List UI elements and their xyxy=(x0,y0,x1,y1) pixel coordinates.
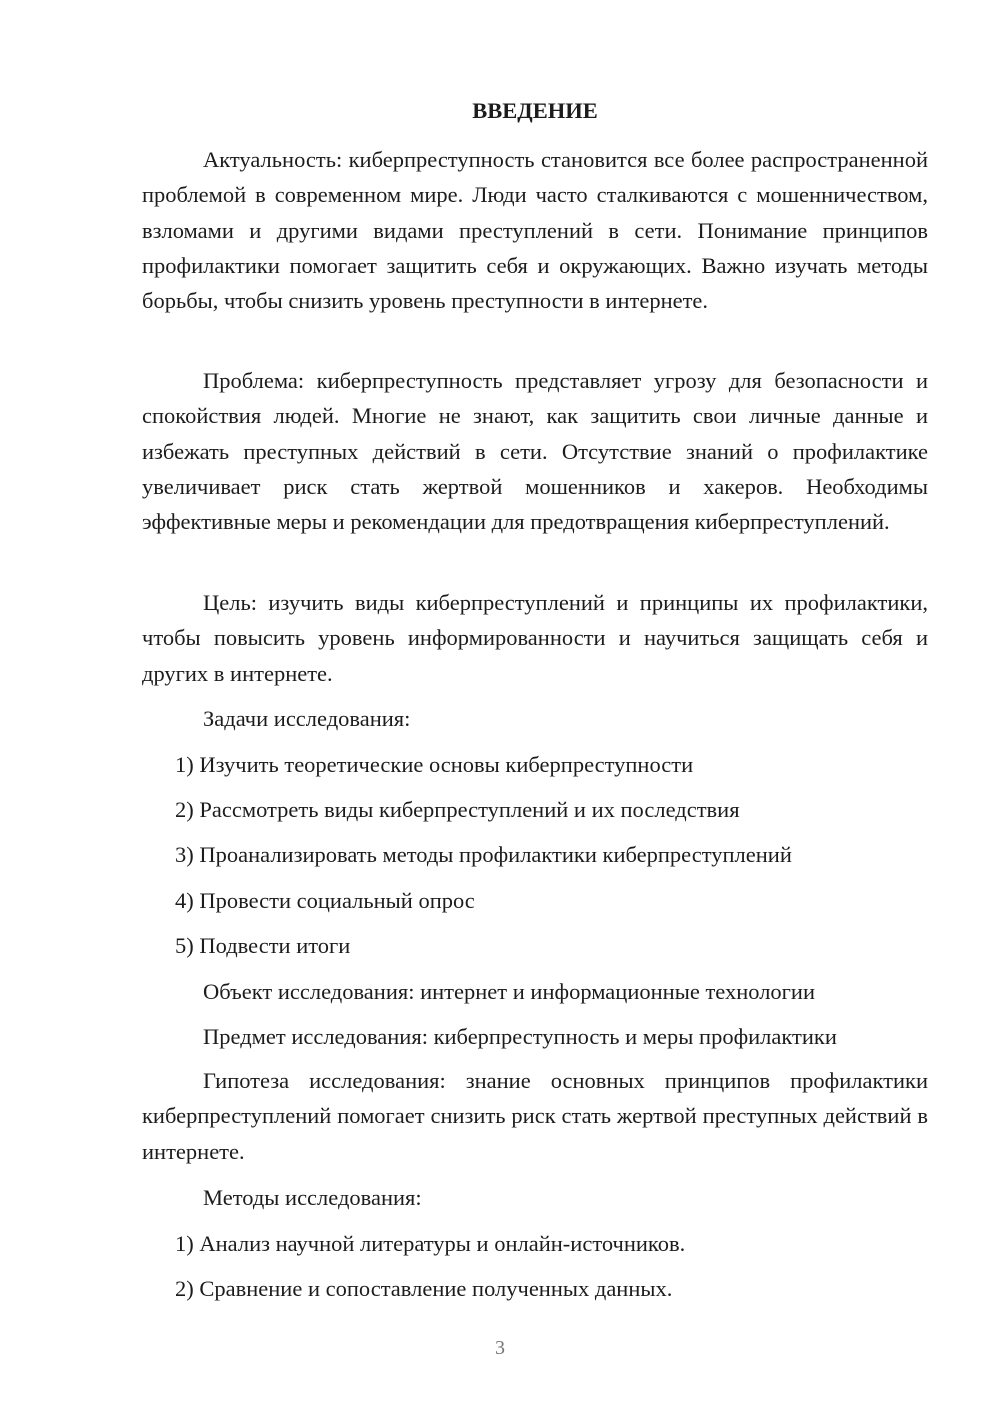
methods-heading: Методы исследования: xyxy=(203,1185,422,1210)
object-line: Объект исследования: интернет и информационные технологии xyxy=(203,979,815,1004)
problem-paragraph: Проблема: киберпреступность представляет угрозу для безопасности и спокойствия людей. Многие не знают, как защитить свои личные данные и избежать преступных действий в сети. Отсутствие знаний о профилактике увеличивает риск стать жертвой мошенников и хакеров. Необходимы эффективные меры и рекомендации для предотвращения киберпреступлений. xyxy=(142,368,928,535)
tasks-heading: Задачи исследования: xyxy=(203,706,411,731)
subject-line: Предмет исследования: киберпреступность и меры профилактики xyxy=(203,1024,837,1049)
relevance-paragraph: Актуальность: киберпреступность становится все более распространенной проблемой в современном мире. Люди часто сталкиваются с мошенничеством, взломами и другими видами преступлений в сети. Понимание принципов профилактики помогает защитить себя и окружающих. Важно изучать методы борьбы, чтобы снизить уровень преступности в интернете. xyxy=(142,147,928,314)
task-item: 4) Провести социальный опрос xyxy=(175,888,475,913)
hypothesis-paragraph: Гипотеза исследования: знание основных принципов профилактики киберпреступлений помогает снизить риск стать жертвой преступных действий в интернете. xyxy=(142,1068,928,1164)
page-number: 3 xyxy=(495,1337,505,1359)
method-item: 1) Анализ научной литературы и онлайн-источников. xyxy=(175,1231,686,1256)
task-item: 1) Изучить теоретические основы киберпреступности xyxy=(175,752,694,777)
task-item: 5) Подвести итоги xyxy=(175,933,351,958)
task-item: 2) Рассмотреть виды киберпреступлений и их последствия xyxy=(175,797,740,822)
goal-paragraph: Цель: изучить виды киберпреступлений и принципы их профилактики, чтобы повысить уровень информированности и научиться защищать себя и других в интернете. xyxy=(142,590,928,686)
method-item: 2) Сравнение и сопоставление полученных данных. xyxy=(175,1276,673,1301)
page-title: ВВЕДЕНИЕ xyxy=(472,98,598,123)
task-item: 3) Проанализировать методы профилактики киберпреступлений xyxy=(175,842,792,867)
